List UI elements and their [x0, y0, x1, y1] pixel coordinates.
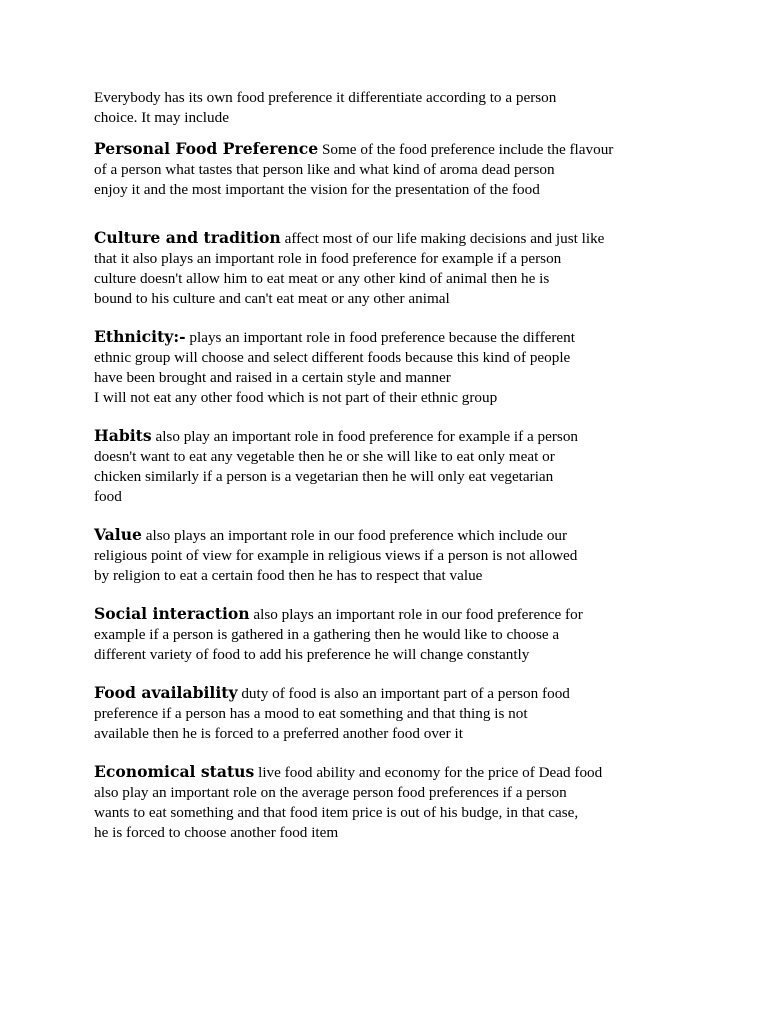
paragraph-line: he is forced to choose another food item [94, 824, 339, 841]
paragraph-line: wants to eat something and that food item price is out of his budge, in that case, [94, 804, 579, 821]
culture-and-tradition-heading: Culture and tradition [94, 228, 281, 247]
paragraph-text: plays an important role in food preference because the different [185, 329, 575, 346]
paragraph-line: preference if a person has a mood to eat something and that thing is not [94, 705, 528, 722]
paragraph-line: by religion to eat a certain food then he has to respect that value [94, 567, 483, 584]
paragraph-first-line [94, 327, 684, 348]
paragraph-line: have been brought and raised in a certain style and manner [94, 369, 451, 386]
paragraph-line: culture doesn't allow him to eat meat or any other kind of animal then he is [94, 270, 550, 287]
paragraph-line: ethnic group will choose and select different foods because this kind of people [94, 349, 571, 366]
food-availability-paragraph [94, 683, 684, 744]
paragraph-line: of a person what tastes that person like and what kind of aroma dead person [94, 161, 555, 178]
paragraph-first-line [94, 139, 684, 160]
habits-heading: Habits [94, 426, 152, 445]
paragraph-first-line [94, 604, 684, 625]
paragraph-line: chicken similarly if a person is a vegetarian then he will only eat vegetarian [94, 468, 554, 485]
paragraph-line: bound to his culture and can't eat meat or any other animal [94, 290, 450, 307]
ethnicity-paragraph [94, 327, 684, 408]
paragraph-first-line [94, 762, 684, 783]
paragraph-line: doesn't want to eat any vegetable then he or she will like to eat only meat or [94, 448, 555, 465]
paragraph-line: enjoy it and the most important the vision for the presentation of the food [94, 181, 540, 198]
paragraph-line: different variety of food to add his preference he will change constantly [94, 646, 530, 663]
paragraph-first-line [94, 525, 684, 546]
paragraph-text: Some of the food preference include the flavour [318, 141, 614, 158]
food-availability-heading: Food availability [94, 683, 238, 702]
intro-line: Everybody has its own food preference it differentiate according to a person [94, 89, 557, 106]
paragraph-first-line [94, 426, 684, 447]
paragraph-first-line [94, 228, 684, 249]
paragraph-text: also plays an important role in our food preference which include our [141, 527, 568, 544]
personal-food-preference-heading: Personal Food Preference [94, 139, 319, 158]
paragraph-line: available then he is forced to a preferred another food over it [94, 725, 463, 742]
intro-paragraph [94, 88, 684, 128]
paragraph-text: affect most of our life making decisions and just like [280, 230, 605, 247]
paragraph-text: also plays an important role in our food preference for [249, 606, 583, 623]
culture-and-tradition-paragraph [94, 228, 684, 309]
personal-food-preference-paragraph [94, 139, 684, 200]
paragraph-line: food [94, 488, 122, 505]
document-page [94, 88, 684, 843]
social-interaction-heading: Social interaction [94, 604, 250, 623]
paragraph-line: that it also plays an important role in food preference for example if a person [94, 250, 562, 267]
social-interaction-paragraph [94, 604, 684, 665]
paragraph-line: example if a person is gathered in a gathering then he would like to choose a [94, 626, 560, 643]
paragraph-text: also play an important role in food preference for example if a person [151, 428, 579, 445]
paragraph-text: live food ability and economy for the price of Dead food [254, 764, 603, 781]
paragraph-line: religious point of view for example in religious views if a person is not allowed [94, 547, 578, 564]
habits-paragraph [94, 426, 684, 507]
value-heading: Value [94, 525, 142, 544]
intro-line: choice. It may include [94, 109, 229, 126]
economical-status-heading: Economical status [94, 762, 255, 781]
economical-status-paragraph [94, 762, 684, 843]
paragraph-first-line [94, 683, 684, 704]
value-paragraph [94, 525, 684, 586]
paragraph-line: I will not eat any other food which is not part of their ethnic group [94, 389, 498, 406]
ethnicity-heading: Ethnicity:- [94, 327, 186, 346]
paragraph-text: duty of food is also an important part of a person food [237, 685, 570, 702]
paragraph-line: also play an important role on the average person food preferences if a person [94, 784, 567, 801]
